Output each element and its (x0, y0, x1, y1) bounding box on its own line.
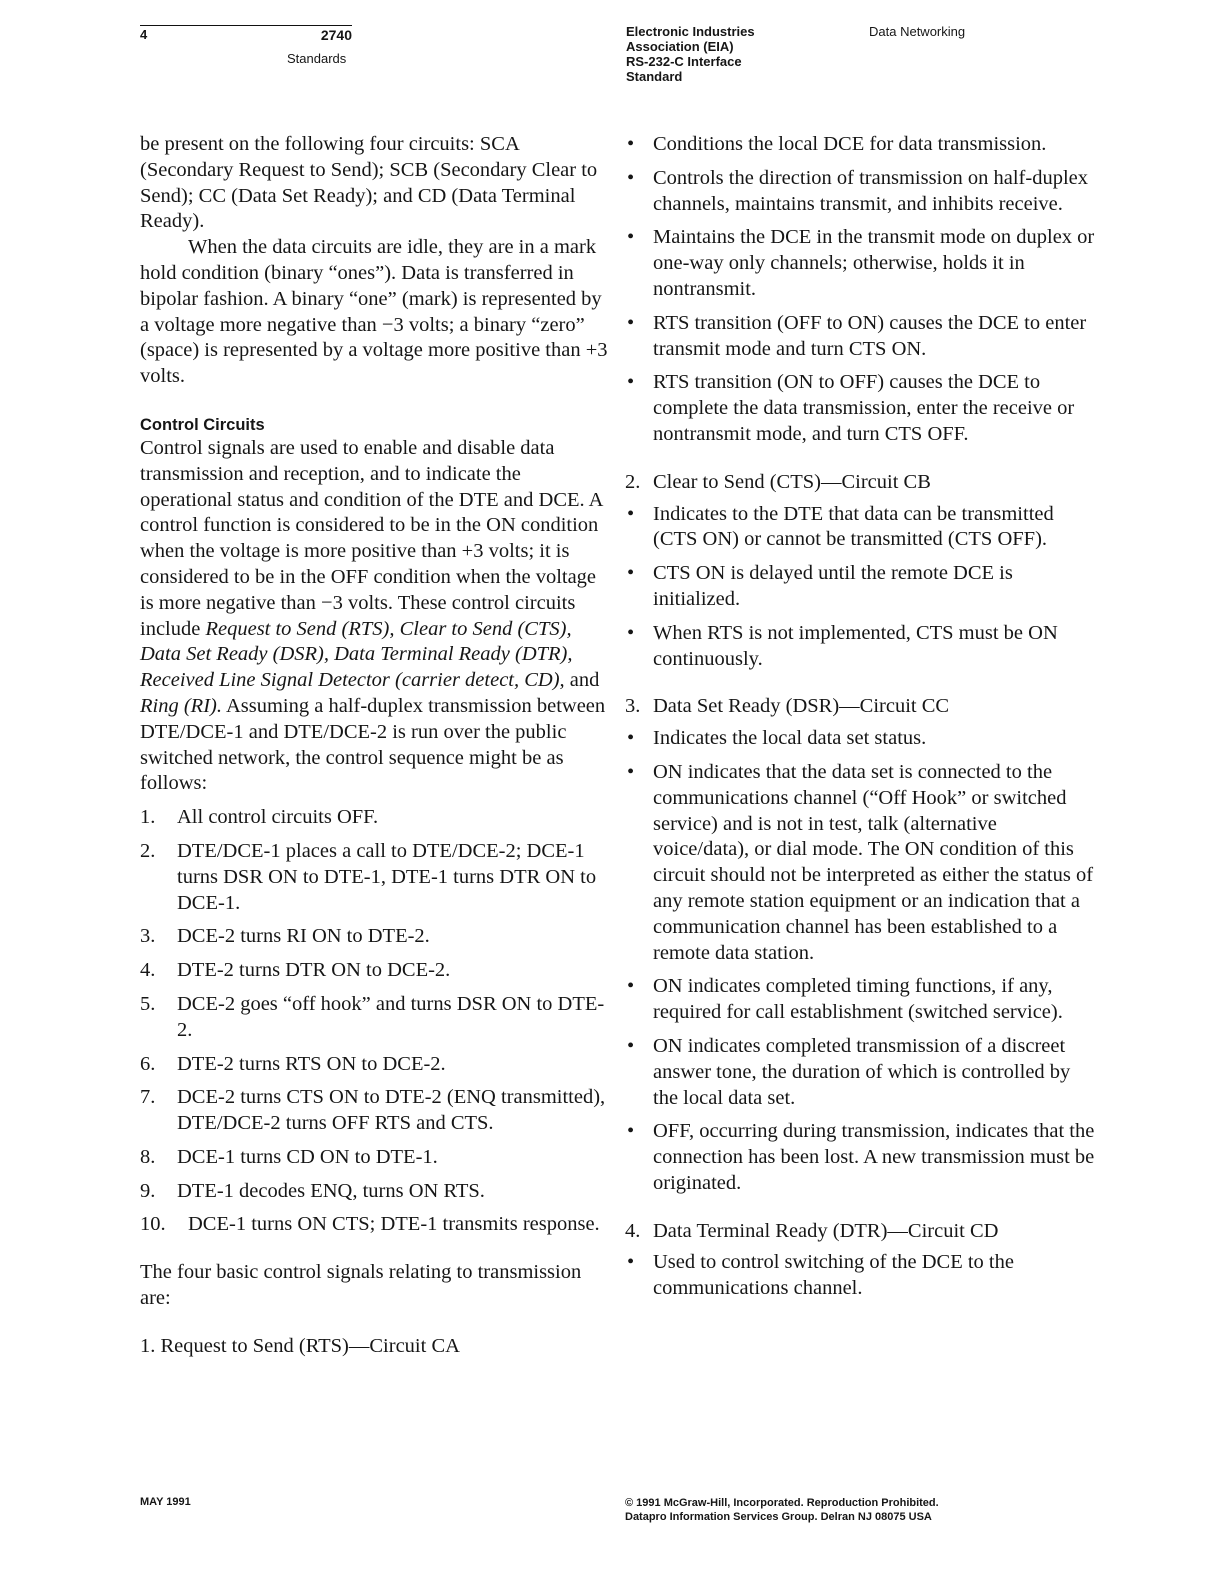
bullet-glyph: • (627, 133, 635, 155)
bullet-glyph: • (627, 311, 635, 334)
bullet-text: Used to control switching of the DCE to the communications channel. (653, 1251, 1014, 1300)
copyright-line: © 1991 McGraw-Hill, Incorporated. Reproduction Prohibited. (625, 1497, 939, 1509)
dtr-bullets (625, 1250, 1095, 1302)
document-number: 2740 (320, 27, 352, 43)
list-text: DCE-1 turns ON CTS; DTE-1 transmits response. (188, 1213, 600, 1236)
list-item (140, 1052, 610, 1078)
list-text: DTE-1 decodes ENQ, turns ON RTS. (177, 1179, 485, 1202)
list-item (140, 1085, 610, 1137)
list-item (140, 924, 610, 950)
bullet-text: Indicates to the DTE that data can be transmitted (CTS ON) or cannot be transmitted (CTS OFF). (653, 502, 1054, 551)
right-column (625, 132, 1095, 1310)
footer-copyright (625, 1496, 939, 1524)
data-circuits-paragraph: When the data circuits are idle, they are in a mark hold condition (binary “ones”). Data is transferred in bipolar fashion. A binary “one” (mark) is represented by a voltage more negative than −3 volts; a binary “zero” (space) is represented by a voltage more positive than +3 volts. (140, 236, 608, 388)
publisher-line: Datapro Information Services Group. Delran NJ 08075 USA (625, 1511, 932, 1523)
bullet-text: Maintains the DCE in the transmit mode on duplex or one-way only channels; otherwise, holds it in nontransmit. (653, 226, 1095, 300)
bullet-item (625, 726, 1095, 752)
list-text: DTE-2 turns DTR ON to DCE-2. (177, 959, 451, 982)
list-number: 5. (140, 992, 156, 1015)
bullet-item (625, 225, 1095, 302)
dtr-heading (625, 1219, 1095, 1245)
bullet-item (625, 166, 1095, 218)
section-number: 4. (625, 1219, 641, 1242)
bullet-text: ON indicates that the data set is connected to the communications channel (“Off Hook” or switched service) and is not in test, talk (alternative voice/data), or dial mode. The ON condition of this circuit should not be interpreted as either the status of any remote station equipment or an indication that a communication channel has been established to a remote data station. (653, 760, 1094, 964)
bullet-item (625, 1034, 1095, 1111)
bullet-glyph: • (627, 975, 635, 998)
list-text: DTE/DCE-1 places a call to DTE/DCE-2; DCE-1 turns DSR ON to DTE-1, DTE-1 turns DTR ON to DCE-1. (177, 839, 597, 914)
bullet-item (625, 561, 1095, 613)
header-rule (140, 25, 352, 26)
bullet-glyph: • (627, 727, 635, 750)
list-text: DTE-2 turns RTS ON to DCE-2. (177, 1052, 446, 1075)
footer-date: MAY 1991 (140, 1496, 191, 1508)
bullet-text: RTS transition (ON to OFF) causes the DCE to complete the data transmission, enter the receive or nontransmit mode, and turn CTS OFF. (653, 371, 1075, 445)
bullet-item (625, 132, 1095, 158)
bullet-glyph: • (627, 1034, 635, 1057)
dsr-heading (625, 694, 1095, 720)
section-title: Data Terminal Ready (DTR)—Circuit CD (653, 1219, 999, 1242)
intro-paragraph: be present on the following four circuits: SCA (Secondary Request to Send); SCB (Secondary Clear to Send); CC (Data Set Ready); and CD (Data Terminal Ready). (140, 133, 598, 233)
page-number: 4 (140, 27, 148, 42)
control-sequence-list (140, 805, 610, 1238)
bullet-glyph: • (627, 502, 635, 525)
list-number: 9. (140, 1179, 156, 1202)
text-run: Assuming a half-duplex transmission between DTE/DCE-1 and DTE/DCE-2 is run over the public switched network, the control sequence might be as follows: (140, 694, 606, 795)
bullet-glyph: • (627, 760, 635, 783)
left-column (140, 132, 610, 1360)
rts-bullets (625, 132, 1095, 448)
list-text: DCE-1 turns CD ON to DTE-1. (177, 1145, 438, 1168)
bullet-glyph: • (627, 226, 635, 249)
bullet-glyph: • (627, 1251, 635, 1274)
text-run: and (564, 669, 600, 692)
bullet-text: Conditions the local DCE for data transmission. (653, 133, 1047, 155)
bullet-text: ON indicates completed transmission of a discreet answer tone, the duration of which is controlled by the local data set. (653, 1034, 1071, 1109)
title-line: RS-232-C Interface (626, 54, 742, 69)
title-line: Association (EIA) (626, 39, 734, 54)
list-number: 3. (140, 925, 156, 948)
dsr-bullets (625, 726, 1095, 1197)
list-number: 8. (140, 1145, 156, 1168)
section-number: 2. (625, 470, 641, 493)
cts-heading (625, 470, 1095, 496)
section-number: 3. (625, 695, 641, 718)
list-text: DCE-2 turns CTS ON to DTE-2 (ENQ transmitted), DTE/DCE-2 turns OFF RTS and CTS. (177, 1086, 606, 1135)
bullet-glyph: • (627, 371, 635, 394)
text-run: Control signals are used to enable and disable data transmission and reception, and to indicate the operational status and condition of the DTE and DCE. A control function is considered to be in the ON condition when the voltage is more positive than +3 volts; it is considered to be in the OFF condition when the voltage is more negative than −3 volts. These control circuits include (140, 436, 603, 640)
bullet-glyph: • (627, 166, 635, 189)
bullet-item (625, 760, 1095, 966)
list-number: 10. (140, 1213, 166, 1236)
bullet-item (625, 1250, 1095, 1302)
list-item (140, 1145, 610, 1171)
category-label: Data Networking (869, 24, 966, 39)
italic-run: Request to Send (RTS), Clear to Send (CTS), Data Set Ready (DSR), Data Terminal Ready (DTR), Received Line Signal Detector (carrier detect, CD), (140, 617, 573, 692)
document-title (626, 24, 755, 84)
list-number: 6. (140, 1052, 156, 1075)
bullet-item (625, 974, 1095, 1026)
list-item (140, 958, 610, 984)
basic-signals-paragraph: The four basic control signals relating to transmission are: (140, 1261, 582, 1310)
bullet-glyph: • (627, 621, 635, 644)
list-number: 2. (140, 839, 156, 862)
italic-run: Ring (RI). (140, 694, 222, 717)
list-item (140, 1179, 610, 1205)
list-item (140, 839, 610, 916)
list-number: 1. (140, 806, 156, 829)
list-item (140, 992, 610, 1044)
list-number: 7. (140, 1086, 156, 1109)
title-line: Electronic Industries (626, 24, 755, 39)
section-label: Standards (287, 51, 347, 66)
bullet-item (625, 502, 1095, 554)
title-line: Standard (626, 69, 683, 84)
control-circuits-paragraph (140, 436, 610, 797)
bullet-item (625, 1119, 1095, 1196)
section-title: Data Set Ready (DSR)—Circuit CC (653, 695, 950, 718)
bullet-item (625, 621, 1095, 673)
section-title: Clear to Send (CTS)—Circuit CB (653, 470, 931, 493)
bullet-text: ON indicates completed timing functions, if any, required for call establishment (switched service). (653, 975, 1063, 1024)
bullet-text: Controls the direction of transmission on half-duplex channels, maintains transmit, and inhibits receive. (653, 166, 1088, 215)
list-text: DCE-2 turns RI ON to DTE-2. (177, 925, 430, 948)
control-circuits-heading: Control Circuits (140, 415, 265, 434)
bullet-text: When RTS is not implemented, CTS must be ON continuously. (653, 621, 1058, 670)
list-item (140, 1212, 610, 1238)
rts-heading: 1. Request to Send (RTS)—Circuit CA (140, 1334, 460, 1357)
bullet-glyph: • (627, 1120, 635, 1143)
list-text: DCE-2 goes “off hook” and turns DSR ON to DTE-2. (177, 992, 605, 1041)
bullet-text: CTS ON is delayed until the remote DCE is initialized. (653, 562, 1013, 610)
bullet-item (625, 370, 1095, 447)
bullet-item (625, 311, 1095, 363)
list-item (140, 805, 610, 831)
bullet-text: RTS transition (OFF to ON) causes the DCE to enter transmit mode and turn CTS ON. (653, 311, 1087, 360)
cts-bullets (625, 502, 1095, 673)
list-number: 4. (140, 959, 156, 982)
list-text: All control circuits OFF. (177, 806, 379, 829)
bullet-text: OFF, occurring during transmission, indicates that the connection has been lost. A new transmission must be originated. (653, 1120, 1095, 1194)
bullet-glyph: • (627, 562, 635, 585)
bullet-text: Indicates the local data set status. (653, 727, 927, 750)
